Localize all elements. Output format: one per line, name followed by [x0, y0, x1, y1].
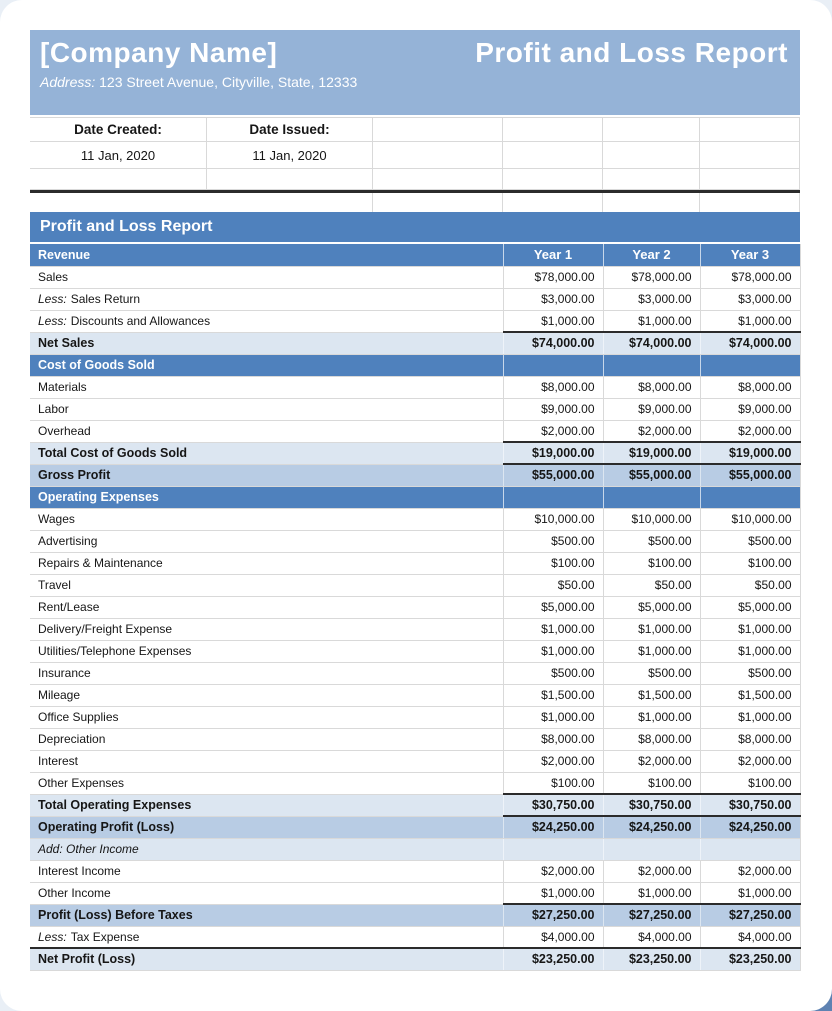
- date-issued-value: 11 Jan, 2020: [207, 142, 373, 169]
- cell-value-year-2: $1,000.00: [603, 882, 700, 904]
- cell-value-year-1: [503, 354, 603, 376]
- row-label: Less: Discounts and Allowances: [30, 310, 503, 332]
- less-prefix: Less:: [38, 292, 67, 306]
- cell-value-year-2: $2,000.00: [603, 420, 700, 442]
- cell-value-year-3: $27,250.00: [700, 904, 800, 926]
- less-prefix: Less:: [38, 314, 67, 328]
- row-discounts-and-allowances: [30, 310, 800, 332]
- cell-value-year-1: $2,000.00: [503, 420, 603, 442]
- row-label: Insurance: [30, 662, 503, 684]
- cell-value-year-3: $1,000.00: [700, 706, 800, 728]
- cell-value-year-1: $78,000.00: [503, 266, 603, 288]
- row-label: Interest: [30, 750, 503, 772]
- pl-table: [30, 244, 801, 971]
- pl-table-body: [30, 244, 800, 970]
- row-net-sales: [30, 332, 800, 354]
- row-revenue: [30, 244, 800, 266]
- cell-value-year-3: [700, 486, 800, 508]
- row-rent-lease: [30, 596, 800, 618]
- cell-value-year-3: $5,000.00: [700, 596, 800, 618]
- row-label: Operating Expenses: [30, 486, 503, 508]
- row-label: Materials: [30, 376, 503, 398]
- cell-value-year-2: $8,000.00: [603, 728, 700, 750]
- cell-value-year-2: $1,000.00: [603, 310, 700, 332]
- cell-value-year-3: $1,500.00: [700, 684, 800, 706]
- cell-value-year-3: [700, 354, 800, 376]
- empty-cell: [603, 193, 700, 212]
- cell-value-year-1: $1,000.00: [503, 618, 603, 640]
- column-header-year-1: Year 1: [503, 244, 603, 266]
- cell-value-year-1: [503, 486, 603, 508]
- cell-value-year-1: $74,000.00: [503, 332, 603, 354]
- cell-value-year-2: $19,000.00: [603, 442, 700, 464]
- cell-value-year-1: $1,000.00: [503, 310, 603, 332]
- cell-value-year-1: $10,000.00: [503, 508, 603, 530]
- row-label: Profit (Loss) Before Taxes: [30, 904, 503, 926]
- company-name: [Company Name]: [40, 37, 278, 68]
- empty-cell: [603, 118, 700, 142]
- row-label: Revenue: [30, 244, 503, 266]
- empty-cell: [700, 118, 800, 142]
- spacer-row: [30, 193, 800, 212]
- row-other-expenses: [30, 772, 800, 794]
- cell-value-year-2: $500.00: [603, 530, 700, 552]
- cell-value-year-3: $24,250.00: [700, 816, 800, 838]
- row-label: Net Profit (Loss): [30, 948, 503, 970]
- row-label: Operating Profit (Loss): [30, 816, 503, 838]
- row-travel: [30, 574, 800, 596]
- cell-value-year-2: $2,000.00: [603, 860, 700, 882]
- cell-value-year-1: $3,000.00: [503, 288, 603, 310]
- empty-cell: [700, 142, 800, 169]
- cell-value-year-1: [503, 838, 603, 860]
- cell-value-year-1: $100.00: [503, 552, 603, 574]
- row-label: Net Sales: [30, 332, 503, 354]
- row-mileage: [30, 684, 800, 706]
- row-add-other-income: [30, 838, 800, 860]
- cell-value-year-2: $3,000.00: [603, 288, 700, 310]
- empty-cell: [603, 142, 700, 169]
- row-net-profit-loss: [30, 948, 800, 970]
- row-label: Add: Other Income: [30, 838, 503, 860]
- cell-value-year-2: $23,250.00: [603, 948, 700, 970]
- cell-value-year-2: $8,000.00: [603, 376, 700, 398]
- cell-value-year-1: $500.00: [503, 530, 603, 552]
- cell-value-year-2: [603, 486, 700, 508]
- cell-value-year-2: $74,000.00: [603, 332, 700, 354]
- row-label: Overhead: [30, 420, 503, 442]
- row-sales-return: [30, 288, 800, 310]
- row-label: Cost of Goods Sold: [30, 354, 503, 376]
- cell-value-year-3: $500.00: [700, 530, 800, 552]
- row-cost-of-goods-sold: [30, 354, 800, 376]
- cell-value-year-3: $30,750.00: [700, 794, 800, 816]
- cell-value-year-1: $27,250.00: [503, 904, 603, 926]
- row-label: Less: Sales Return: [30, 288, 503, 310]
- cell-value-year-3: $1,000.00: [700, 640, 800, 662]
- row-materials: [30, 376, 800, 398]
- cell-value-year-2: $500.00: [603, 662, 700, 684]
- row-interest-income: [30, 860, 800, 882]
- cell-value-year-2: $100.00: [603, 772, 700, 794]
- cell-value-year-2: $100.00: [603, 552, 700, 574]
- empty-cell: [207, 169, 373, 190]
- cell-value-year-3: $4,000.00: [700, 926, 800, 948]
- row-label: Interest Income: [30, 860, 503, 882]
- row-overhead: [30, 420, 800, 442]
- cell-value-year-3: $19,000.00: [700, 442, 800, 464]
- empty-cell: [30, 193, 373, 212]
- cell-value-year-1: $1,500.00: [503, 684, 603, 706]
- address-line: [40, 74, 788, 90]
- cell-value-year-2: $30,750.00: [603, 794, 700, 816]
- cell-value-year-1: $100.00: [503, 772, 603, 794]
- date-issued-label: Date Issued:: [207, 118, 373, 142]
- row-label: Depreciation: [30, 728, 503, 750]
- cell-value-year-1: $1,000.00: [503, 706, 603, 728]
- cell-value-year-3: $500.00: [700, 662, 800, 684]
- empty-cell: [373, 193, 503, 212]
- cell-value-year-3: $74,000.00: [700, 332, 800, 354]
- date-created-value: 11 Jan, 2020: [30, 142, 207, 169]
- cell-value-year-2: [603, 354, 700, 376]
- row-label: Other Expenses: [30, 772, 503, 794]
- cell-value-year-3: $1,000.00: [700, 618, 800, 640]
- row-delivery-freight-expense: [30, 618, 800, 640]
- empty-cell: [373, 142, 503, 169]
- cell-value-year-3: $55,000.00: [700, 464, 800, 486]
- row-gross-profit: [30, 464, 800, 486]
- row-total-cost-of-goods-sold: [30, 442, 800, 464]
- cell-value-year-2: $10,000.00: [603, 508, 700, 530]
- cell-value-year-1: $4,000.00: [503, 926, 603, 948]
- cell-value-year-1: $2,000.00: [503, 750, 603, 772]
- empty-cell: [30, 169, 207, 190]
- row-advertising: [30, 530, 800, 552]
- cell-value-year-1: $23,250.00: [503, 948, 603, 970]
- table-title: Profit and Loss Report: [30, 212, 800, 244]
- cell-value-year-2: $2,000.00: [603, 750, 700, 772]
- header-banner: [30, 30, 800, 115]
- cell-value-year-1: $5,000.00: [503, 596, 603, 618]
- cell-value-year-3: $8,000.00: [700, 728, 800, 750]
- cell-value-year-1: $19,000.00: [503, 442, 603, 464]
- cell-value-year-2: $1,000.00: [603, 640, 700, 662]
- dates-grid: [30, 117, 800, 193]
- row-label: Less: Tax Expense: [30, 926, 503, 948]
- cell-value-year-2: $27,250.00: [603, 904, 700, 926]
- cell-value-year-2: $55,000.00: [603, 464, 700, 486]
- cell-value-year-2: $1,000.00: [603, 706, 700, 728]
- row-label: Utilities/Telephone Expenses: [30, 640, 503, 662]
- cell-value-year-3: $100.00: [700, 552, 800, 574]
- row-labor: [30, 398, 800, 420]
- row-interest: [30, 750, 800, 772]
- row-label: Delivery/Freight Expense: [30, 618, 503, 640]
- row-depreciation: [30, 728, 800, 750]
- cell-value-year-1: $55,000.00: [503, 464, 603, 486]
- cell-value-year-3: $50.00: [700, 574, 800, 596]
- row-operating-expenses: [30, 486, 800, 508]
- cell-value-year-1: $2,000.00: [503, 860, 603, 882]
- cell-value-year-1: $1,000.00: [503, 882, 603, 904]
- cell-value-year-2: $1,500.00: [603, 684, 700, 706]
- cell-value-year-3: $2,000.00: [700, 420, 800, 442]
- empty-cell: [503, 169, 603, 190]
- column-header-year-2: Year 2: [603, 244, 700, 266]
- cell-value-year-3: $10,000.00: [700, 508, 800, 530]
- cell-value-year-3: $2,000.00: [700, 860, 800, 882]
- cell-value-year-2: $78,000.00: [603, 266, 700, 288]
- cell-value-year-2: [603, 838, 700, 860]
- cell-value-year-1: $50.00: [503, 574, 603, 596]
- row-profit-loss-before-taxes: [30, 904, 800, 926]
- cell-value-year-1: $8,000.00: [503, 728, 603, 750]
- cell-value-year-3: $8,000.00: [700, 376, 800, 398]
- row-label: Wages: [30, 508, 503, 530]
- row-label: Advertising: [30, 530, 503, 552]
- address-label: Address:: [40, 74, 96, 91]
- pl-table-section: [30, 212, 800, 971]
- cell-value-year-1: $1,000.00: [503, 640, 603, 662]
- row-label: Rent/Lease: [30, 596, 503, 618]
- cell-value-year-3: $1,000.00: [700, 882, 800, 904]
- row-office-supplies: [30, 706, 800, 728]
- row-label: Gross Profit: [30, 464, 503, 486]
- row-wages: [30, 508, 800, 530]
- cell-value-year-3: $2,000.00: [700, 750, 800, 772]
- cell-value-year-2: $24,250.00: [603, 816, 700, 838]
- empty-cell: [603, 169, 700, 190]
- empty-cell: [373, 118, 503, 142]
- cell-value-year-3: $3,000.00: [700, 288, 800, 310]
- row-label: Mileage: [30, 684, 503, 706]
- row-label: Repairs & Maintenance: [30, 552, 503, 574]
- cell-value-year-3: $23,250.00: [700, 948, 800, 970]
- empty-cell: [373, 169, 503, 190]
- empty-cell: [700, 169, 800, 190]
- row-label: Travel: [30, 574, 503, 596]
- cell-value-year-3: [700, 838, 800, 860]
- row-label: Total Operating Expenses: [30, 794, 503, 816]
- cell-value-year-2: $5,000.00: [603, 596, 700, 618]
- cell-value-year-2: $50.00: [603, 574, 700, 596]
- column-header-year-3: Year 3: [700, 244, 800, 266]
- row-label: Labor: [30, 398, 503, 420]
- cell-value-year-3: $1,000.00: [700, 310, 800, 332]
- row-repairs-maintenance: [30, 552, 800, 574]
- empty-cell: [503, 193, 603, 212]
- row-total-operating-expenses: [30, 794, 800, 816]
- row-other-income: [30, 882, 800, 904]
- row-operating-profit-loss: [30, 816, 800, 838]
- row-label: Total Cost of Goods Sold: [30, 442, 503, 464]
- less-prefix: Less:: [38, 929, 67, 944]
- empty-cell: [503, 118, 603, 142]
- cell-value-year-3: $9,000.00: [700, 398, 800, 420]
- row-insurance: [30, 662, 800, 684]
- row-tax-expense: [30, 926, 800, 948]
- cell-value-year-1: $24,250.00: [503, 816, 603, 838]
- address-value: 123 Street Avenue, Cityville, State, 12333: [99, 74, 358, 91]
- cell-value-year-2: $9,000.00: [603, 398, 700, 420]
- cell-value-year-2: $1,000.00: [603, 618, 700, 640]
- cell-value-year-1: $8,000.00: [503, 376, 603, 398]
- row-utilities-telephone-expenses: [30, 640, 800, 662]
- cell-value-year-2: $4,000.00: [603, 926, 700, 948]
- empty-cell: [503, 142, 603, 169]
- row-label: Sales: [30, 266, 503, 288]
- row-label: Other Income: [30, 882, 503, 904]
- date-created-label: Date Created:: [30, 118, 207, 142]
- cell-value-year-3: $100.00: [700, 772, 800, 794]
- cell-value-year-1: $9,000.00: [503, 398, 603, 420]
- row-label: Office Supplies: [30, 706, 503, 728]
- row-sales: [30, 266, 800, 288]
- cell-value-year-1: $30,750.00: [503, 794, 603, 816]
- report-title: Profit and Loss Report: [475, 37, 788, 68]
- cell-value-year-3: $78,000.00: [700, 266, 800, 288]
- empty-cell: [700, 193, 800, 212]
- cell-value-year-1: $500.00: [503, 662, 603, 684]
